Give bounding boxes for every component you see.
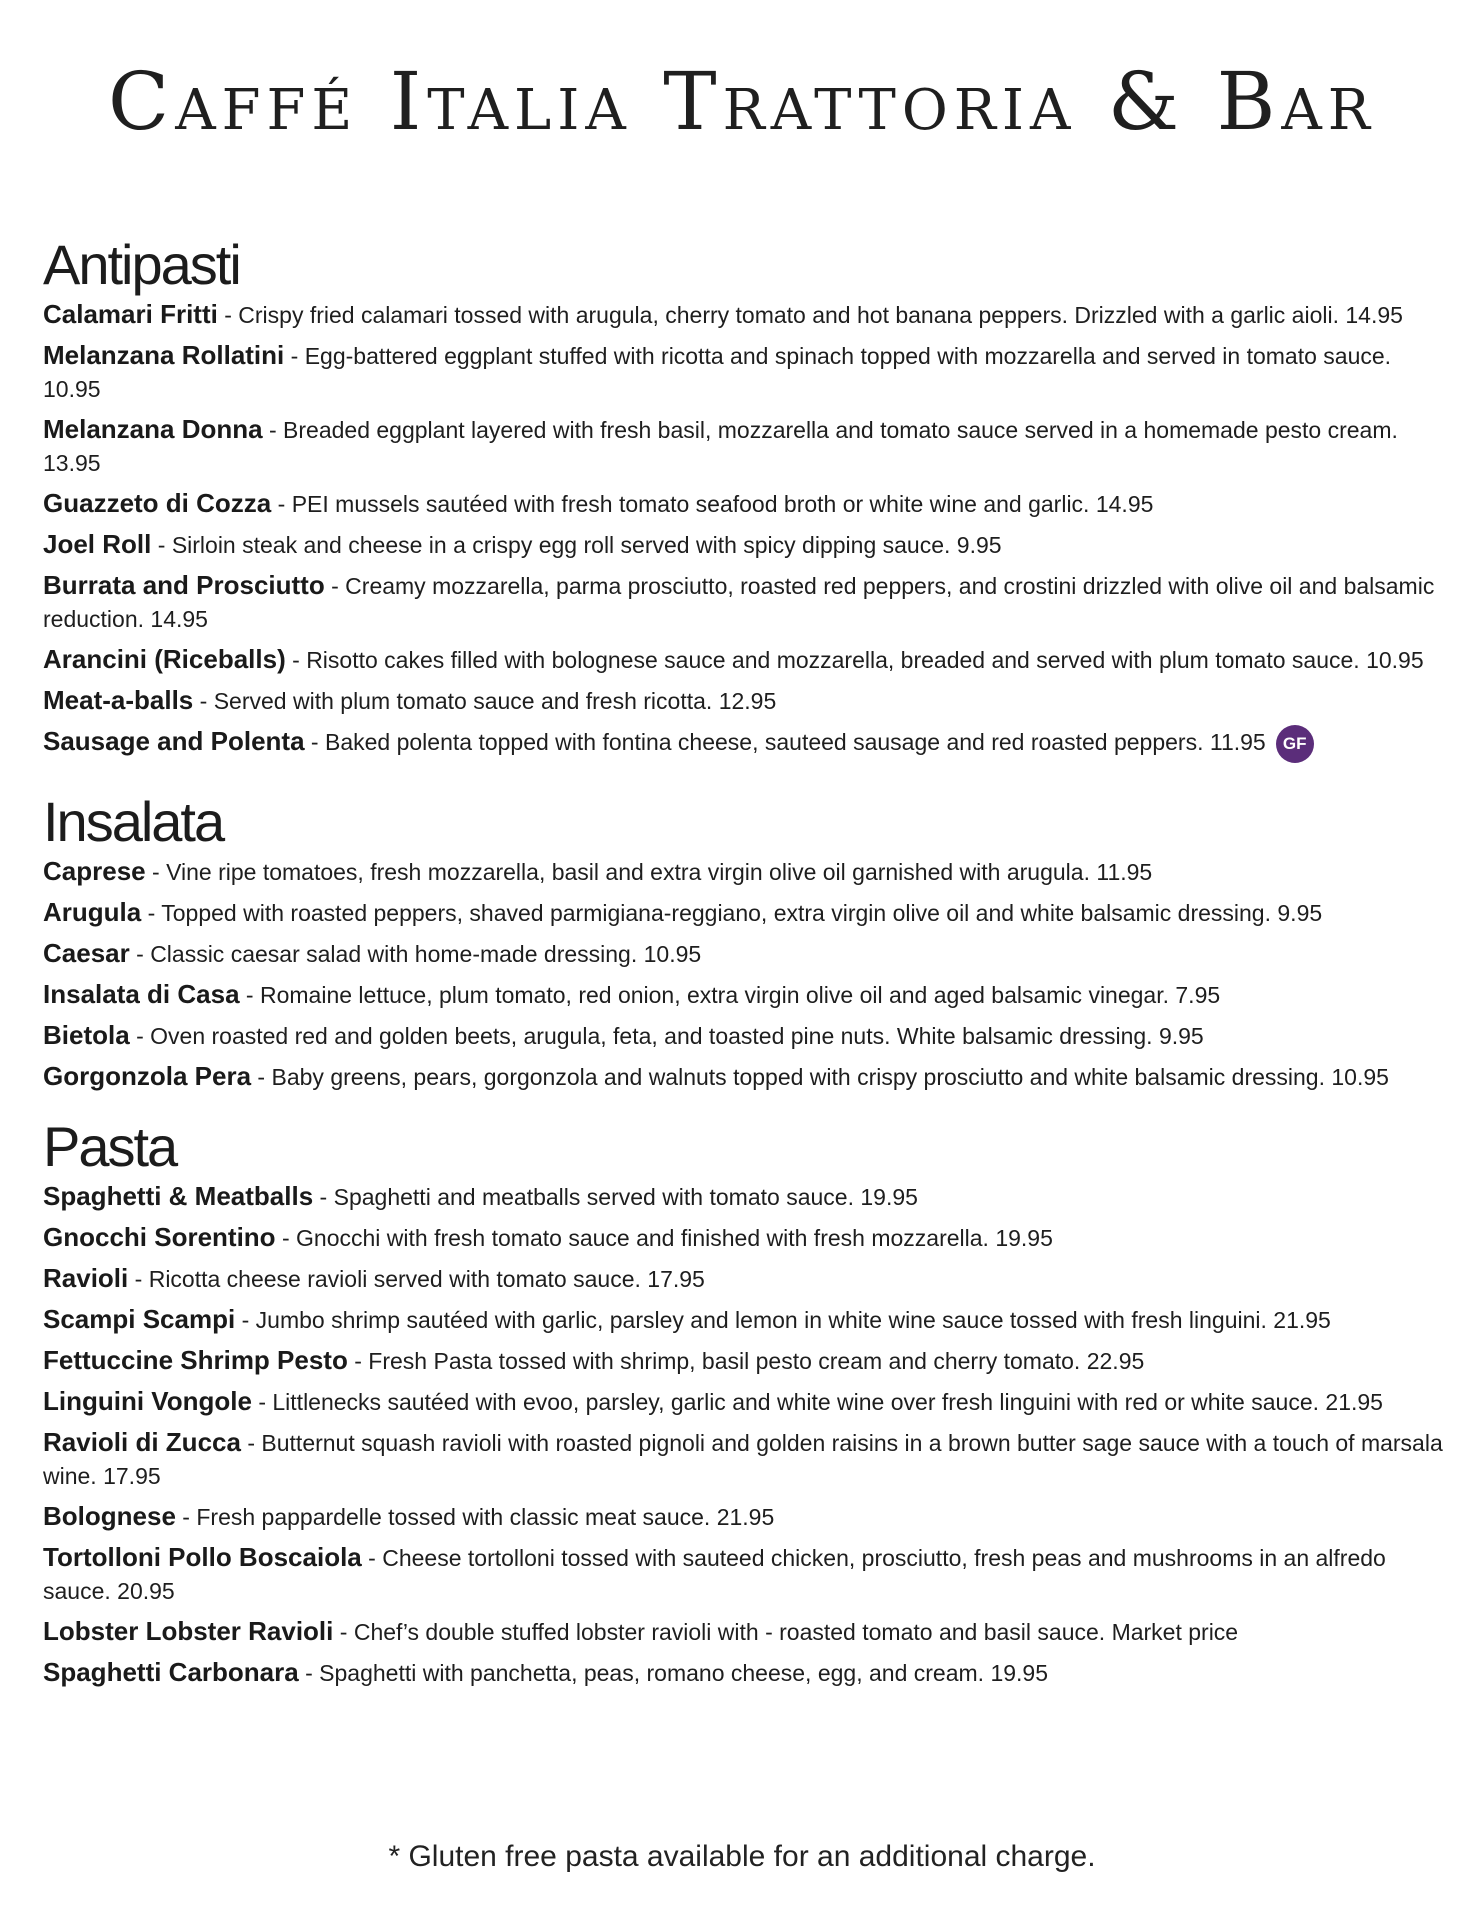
menu-item-name: Bolognese — [43, 1501, 176, 1531]
menu-item-description: Vine ripe tomatoes, fresh mozzarella, basil and extra virgin olive oil garnished with arugula. — [166, 859, 1090, 885]
menu-item-description: Egg-battered eggplant stuffed with ricotta and spinach topped with mozzarella and served in tomato sauce. — [304, 343, 1392, 369]
menu-item-name: Bietola — [43, 1020, 130, 1050]
menu-item: Spaghetti Carbonara - Spaghetti with panchetta, peas, romano cheese, egg, and cream. 19.95 — [43, 1657, 1048, 1687]
menu-item-description: Spaghetti and meatballs served with tomato sauce. — [333, 1184, 854, 1210]
menu-item-description: Risotto cakes filled with bolognese sauce and mozzarella, breaded and served with plum tomato sauce. — [306, 647, 1360, 673]
menu-item-name: Fettuccine Shrimp Pesto — [43, 1345, 348, 1375]
menu-item-name: Lobster Lobster Ravioli — [43, 1616, 334, 1646]
menu-item-name: Insalata di Casa — [43, 979, 240, 1009]
menu-item-description: Jumbo shrimp sautéed with garlic, parsley and lemon in white wine sauce tossed with fresh linguini. — [255, 1307, 1267, 1333]
menu-item-name: Linguini Vongole — [43, 1386, 252, 1416]
menu-item-name: Gnocchi Sorentino — [43, 1222, 276, 1252]
section-pasta — [43, 1114, 1453, 1690]
menu-item: Insalata di Casa - Romaine lettuce, plum tomato, red onion, extra virgin olive oil and aged balsamic vinegar. 7.95 — [43, 979, 1221, 1009]
menu-item-name: Caesar — [43, 938, 130, 968]
menu-item-price: 11.95 — [1209, 729, 1266, 756]
menu-item-price: 14.95 — [1095, 491, 1154, 517]
menu-item-name: Burrata and Prosciutto — [43, 570, 325, 600]
item-list — [43, 1180, 1453, 1690]
menu-item: Arancini (Riceballs) - Risotto cakes filled with bolognese sauce and mozzarella, breaded and served with plum tomato sauce. 10.95 — [43, 644, 1424, 674]
menu-item-price: 10.95 — [1366, 647, 1424, 673]
menu-item-description: Gnocchi with fresh tomato sauce and finished with fresh mozzarella. — [296, 1225, 989, 1251]
menu-item-price: 12.95 — [718, 688, 777, 714]
menu-item-name: Arancini (Riceballs) — [43, 644, 286, 674]
menu-item-description: Topped with roasted peppers, shaved parmigiana-reggiano, extra virgin olive oil and white balsamic dressing. — [161, 900, 1271, 926]
menu-item-price: 19.95 — [860, 1184, 918, 1210]
menu-item-description: Crispy fried calamari tossed with arugula, cherry tomato and hot banana peppers. Drizzled with a garlic aioli. — [238, 302, 1339, 328]
menu-item-description: Baby greens, pears, gorgonzola and walnuts topped with crispy prosciutto and white balsamic dressing. — [271, 1064, 1325, 1090]
menu-item-description: PEI mussels sautéed with fresh tomato seafood broth or white wine and garlic. — [291, 491, 1090, 517]
section-heading-pasta: Pasta — [43, 1115, 177, 1178]
gluten-free-badge: GF — [1276, 725, 1314, 763]
menu-item-description: Served with plum tomato sauce and fresh ricotta. — [213, 688, 713, 714]
menu-item-price: 20.95 — [117, 1578, 175, 1604]
menu-item-name: Gorgonzola Pera — [43, 1061, 252, 1091]
menu-item: Tortolloni Pollo Boscaiola - Cheese tortolloni tossed with sauteed chicken, prosciutto, fresh peas and mushrooms in an alfredo sauce. 20.95 — [43, 1542, 1386, 1604]
menu-item-price: 14.95 — [1345, 302, 1403, 328]
menu-item: Meat-a-balls - Served with plum tomato sauce and fresh ricotta. 12.95 — [43, 685, 777, 715]
menu-item-name: Melanzana Donna — [43, 414, 263, 444]
menu-item: Melanzana Rollatini - Egg-battered eggplant stuffed with ricotta and spinach topped with mozzarella and served in tomato sauce. 10.95 — [43, 340, 1392, 402]
section-heading-antipasti: Antipasti — [43, 233, 240, 296]
gluten-free-note: * Gluten free pasta available for an additional charge. — [388, 1840, 1096, 1873]
section-heading-insalata: Insalata — [43, 790, 224, 853]
menu-item-price: 17.95 — [647, 1266, 705, 1292]
menu-item-name: Spaghetti & Meatballs — [43, 1181, 314, 1211]
menu-item-description: Chef’s double stuffed lobster ravioli with - roasted tomato and basil sauce. — [353, 1619, 1106, 1645]
menu-item-price: 9.95 — [1158, 1023, 1204, 1049]
menu-item: Gnocchi Sorentino - Gnocchi with fresh tomato sauce and finished with fresh mozzarella. 19.95 — [43, 1222, 1053, 1252]
menu-item-description: Ricotta cheese ravioli served with tomato sauce. — [148, 1266, 641, 1292]
menu-item-description: Sirloin steak and cheese in a crispy egg roll served with spicy dipping sauce. — [171, 532, 951, 558]
menu-item: Arugula - Topped with roasted peppers, shaved parmigiana-reggiano, extra virgin olive oil and white balsamic dressing. 9.95 — [43, 897, 1323, 927]
menu-item-description: Creamy mozzarella, parma prosciutto, roasted red peppers, and crostini drizzled with olive oil and balsamic reduction. — [43, 573, 1435, 632]
menu-item-description: Baked polenta topped with fontina cheese, sauteed sausage and red roasted peppers. — [324, 729, 1204, 756]
menu-item-name: Sausage and Polenta — [43, 726, 305, 757]
menu-item: Burrata and Prosciutto - Creamy mozzarella, parma prosciutto, roasted red peppers, and crostini drizzled with olive oil and balsamic reduction. 14.95 — [43, 570, 1435, 632]
menu-item-description: Littlenecks sautéed with evoo, parsley, garlic and white wine over fresh linguini with red or white sauce. — [272, 1389, 1320, 1415]
menu-item: Ravioli di Zucca - Butternut squash ravioli with roasted pignoli and golden raisins in a brown butter sage sauce with a touch of marsala wine. 17.95 — [43, 1427, 1443, 1489]
menu-item-price: 11.95 — [1096, 859, 1153, 885]
menu-item-description: Breaded eggplant layered with fresh basil, mozzarella and tomato sauce served in a homemade pesto cream. — [283, 417, 1398, 443]
menu-item-price: 22.95 — [1086, 1348, 1145, 1374]
menu-item-description: Cheese tortolloni tossed with sauteed chicken, prosciutto, fresh peas and mushrooms in an alfredo sauce. — [43, 1545, 1386, 1604]
menu-item-name: Scampi Scampi — [43, 1304, 236, 1334]
menu-item-price: 21.95 — [1325, 1389, 1383, 1415]
menu-item-name: Joel Roll — [43, 529, 152, 559]
item-list — [43, 855, 1453, 1094]
menu-item: Lobster Lobster Ravioli - Chef’s double stuffed lobster ravioli with - roasted tomato and basil sauce. Market price — [43, 1616, 1239, 1646]
menu-item-price: 10.95 — [643, 941, 702, 967]
menu-item-price: 7.95 — [1175, 982, 1221, 1008]
menu-item-description: Fresh Pasta tossed with shrimp, basil pesto cream and cherry tomato. — [368, 1348, 1081, 1374]
menu-item-price: 19.95 — [990, 1660, 1048, 1686]
menu-item-price: 21.95 — [1273, 1307, 1331, 1333]
menu-item-price: 14.95 — [150, 606, 208, 632]
menu-item-price: 17.95 — [103, 1463, 161, 1489]
menu-item-name: Ravioli — [43, 1263, 129, 1293]
menu-item-description: Spaghetti with panchetta, peas, romano cheese, egg, and cream. — [319, 1660, 985, 1686]
menu-item-description: Romaine lettuce, plum tomato, red onion, extra virgin olive oil and aged balsamic vinegar. — [260, 982, 1169, 1008]
menu-item-price: 10.95 — [43, 376, 101, 402]
menu-item-price: 9.95 — [956, 532, 1002, 558]
menu-item: Gorgonzola Pera - Baby greens, pears, gorgonzola and walnuts topped with crispy prosciutto and white balsamic dressing. 10.95 — [43, 1061, 1389, 1091]
menu-item-price: 21.95 — [716, 1504, 775, 1530]
menu-item-name: Tortolloni Pollo Boscaiola — [43, 1542, 362, 1572]
menu-item: Spaghetti & Meatballs - Spaghetti and meatballs served with tomato sauce. 19.95 — [43, 1181, 918, 1211]
menu-item: Bietola - Oven roasted red and golden beets, arugula, feta, and toasted pine nuts. White balsamic dressing. 9.95 — [43, 1020, 1204, 1050]
menu-item: Guazzeto di Cozza - PEI mussels sautéed with fresh tomato seafood broth or white wine and garlic. 14.95 — [43, 488, 1154, 518]
menu-item-description: Oven roasted red and golden beets, arugula, feta, and toasted pine nuts. White balsamic dressing. — [150, 1023, 1153, 1049]
section-antipasti — [43, 232, 1453, 763]
menu-item-name: Melanzana Rollatini — [43, 340, 285, 370]
restaurant-title: Caffé Italia Trattoria & Bar — [108, 55, 1376, 148]
menu-item-name: Calamari Fritti — [43, 299, 218, 329]
menu-item-name: Caprese — [43, 856, 146, 886]
menu-item-name: Arugula — [43, 897, 142, 927]
menu-item-price: Market price — [1111, 1619, 1239, 1645]
menu-item-name: Ravioli di Zucca — [43, 1427, 241, 1457]
menu-item: Scampi Scampi - Jumbo shrimp sautéed with garlic, parsley and lemon in white wine sauce tossed with fresh linguini. 21.95 — [43, 1304, 1331, 1334]
menu-item: Caesar - Classic caesar salad with home-made dressing. 10.95 — [43, 938, 702, 968]
section-insalata — [43, 789, 1453, 1094]
menu-item: Linguini Vongole - Littlenecks sautéed with evoo, parsley, garlic and white wine over fresh linguini with red or white sauce. 21.95 — [43, 1386, 1383, 1416]
menu-content — [43, 232, 1453, 1710]
menu-item-price: 13.95 — [43, 450, 101, 476]
menu-item: Sausage and Polenta - Baked polenta topped with fontina cheese, sauteed sausage and red roasted peppers. 11.95 GF — [43, 725, 1453, 763]
menu-item: Caprese - Vine ripe tomatoes, fresh mozzarella, basil and extra virgin olive oil garnished with arugula. 11.95 — [43, 856, 1153, 886]
menu-item: Melanzana Donna - Breaded eggplant layered with fresh basil, mozzarella and tomato sauce served in a homemade pesto cream. 13.95 — [43, 414, 1398, 476]
menu-item-description: Butternut squash ravioli with roasted pignoli and golden raisins in a brown butter sage sauce with a touch of marsala wine. — [43, 1430, 1443, 1489]
menu-item: Joel Roll - Sirloin steak and cheese in a crispy egg roll served with spicy dipping sauce. 9.95 — [43, 529, 1002, 559]
item-list — [43, 298, 1453, 763]
menu-item-name: Guazzeto di Cozza — [43, 488, 272, 518]
menu-item-description: Classic caesar salad with home-made dressing. — [150, 941, 638, 967]
menu-item: Fettuccine Shrimp Pesto - Fresh Pasta tossed with shrimp, basil pesto cream and cherry tomato. 22.95 — [43, 1345, 1145, 1375]
menu-item: Ravioli - Ricotta cheese ravioli served with tomato sauce. 17.95 — [43, 1263, 705, 1293]
menu-item: Calamari Fritti - Crispy fried calamari tossed with arugula, cherry tomato and hot banana peppers. Drizzled with a garlic aioli. 14.95 — [43, 299, 1403, 329]
menu-item-name: Spaghetti Carbonara — [43, 1657, 299, 1687]
menu-item: Bolognese - Fresh pappardelle tossed with classic meat sauce. 21.95 — [43, 1501, 775, 1531]
menu-item-price: 10.95 — [1331, 1064, 1389, 1090]
menu-item-name: Meat-a-balls — [43, 685, 194, 715]
menu-item-price: 19.95 — [995, 1225, 1053, 1251]
menu-item-description: Fresh pappardelle tossed with classic meat sauce. — [196, 1504, 711, 1530]
menu-item-price: 9.95 — [1277, 900, 1323, 926]
